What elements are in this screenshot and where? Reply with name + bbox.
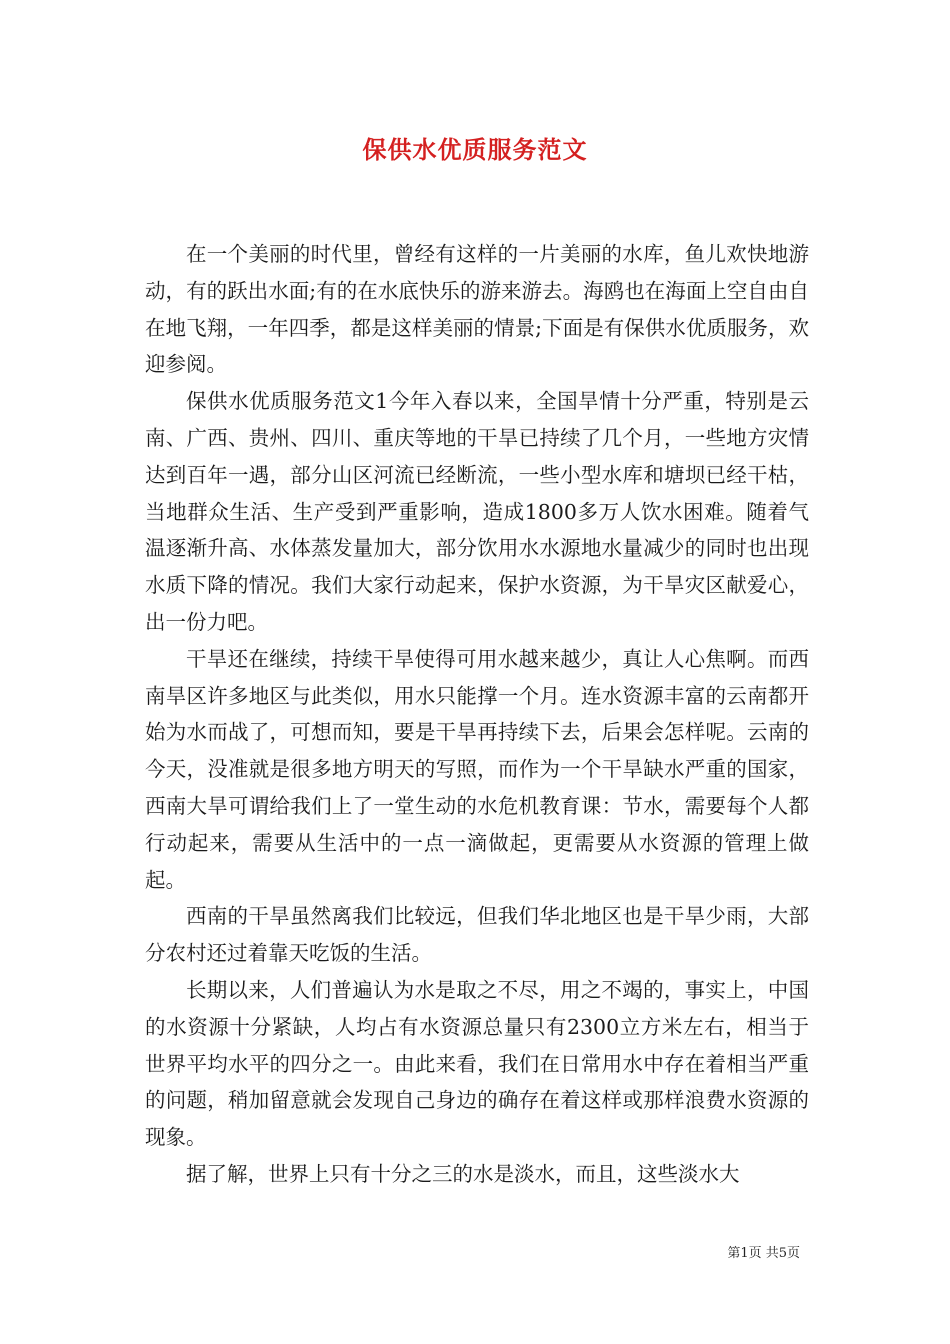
paragraph-4: 西南的干旱虽然离我们比较远，但我们华北地区也是干旱少雨，大部分农村还过着靠天吃饭的生活。 — [145, 904, 809, 966]
paragraph-2: 保供水优质服务范文1今年入春以来，全国旱情十分严重，特别是云南、广西、贵州、四川、重庆等地的干旱已持续了几个月，一些地方灾情达到百年一遇，部分山区河流已经断流，一些小型水库和塘坝已经干枯，当地群众生活、生产受到严重影响，造成1800多万人饮水困难。随着气温逐渐升高、水体蒸发量加大，部分饮用水水源地水量减少的同时也出现水质下降的情况。我们大家行动起来，保护水资源，为干旱灾区献爱心，出一份力吧。 — [145, 389, 809, 634]
document-title: 保供水优质服务范文 — [362, 135, 588, 164]
document-body — [145, 236, 809, 1193]
paragraph-3: 干旱还在继续，持续干旱使得可用水越来越少，真让人心焦啊。而西南旱区许多地区与此类似，用水只能撑一个月。连水资源丰富的云南都开始为水而战了，可想而知，要是干旱再持续下去，后果会怎样呢。云南的今天，没准就是很多地方明天的写照，而作为一个干旱缺水严重的国家，西南大旱可谓给我们上了一堂生动的水危机教育课：节水，需要每个人都行动起来，需要从生活中的一点一滴做起，更需要从水资源的管理上做起。 — [145, 646, 809, 892]
page-number-footer: 第1页 共5页 — [727, 1246, 800, 1261]
paragraph-6: 据了解，世界上只有十分之三的水是淡水，而且，这些淡水大 — [186, 1161, 740, 1186]
paragraph-5: 长期以来，人们普遍认为水是取之不尽，用之不竭的，事实上，中国的水资源十分紧缺，人均占有水资源总量只有2300立方米左右，相当于世界平均水平的四分之一。由此来看，我们在日常用水中存在着相当严重的问题，稍加留意就会发现自己身边的确存在着这样或那样浪费水资源的现象。 — [145, 977, 809, 1150]
paragraph-1: 在一个美丽的时代里，曾经有这样的一片美丽的水库，鱼儿欢快地游动，有的跃出水面;有的在水底快乐的游来游去。海鸥也在海面上空自由自在地飞翔，一年四季，都是这样美丽的情景;下面是有保供水优质服务，欢迎参阅。 — [145, 242, 809, 377]
